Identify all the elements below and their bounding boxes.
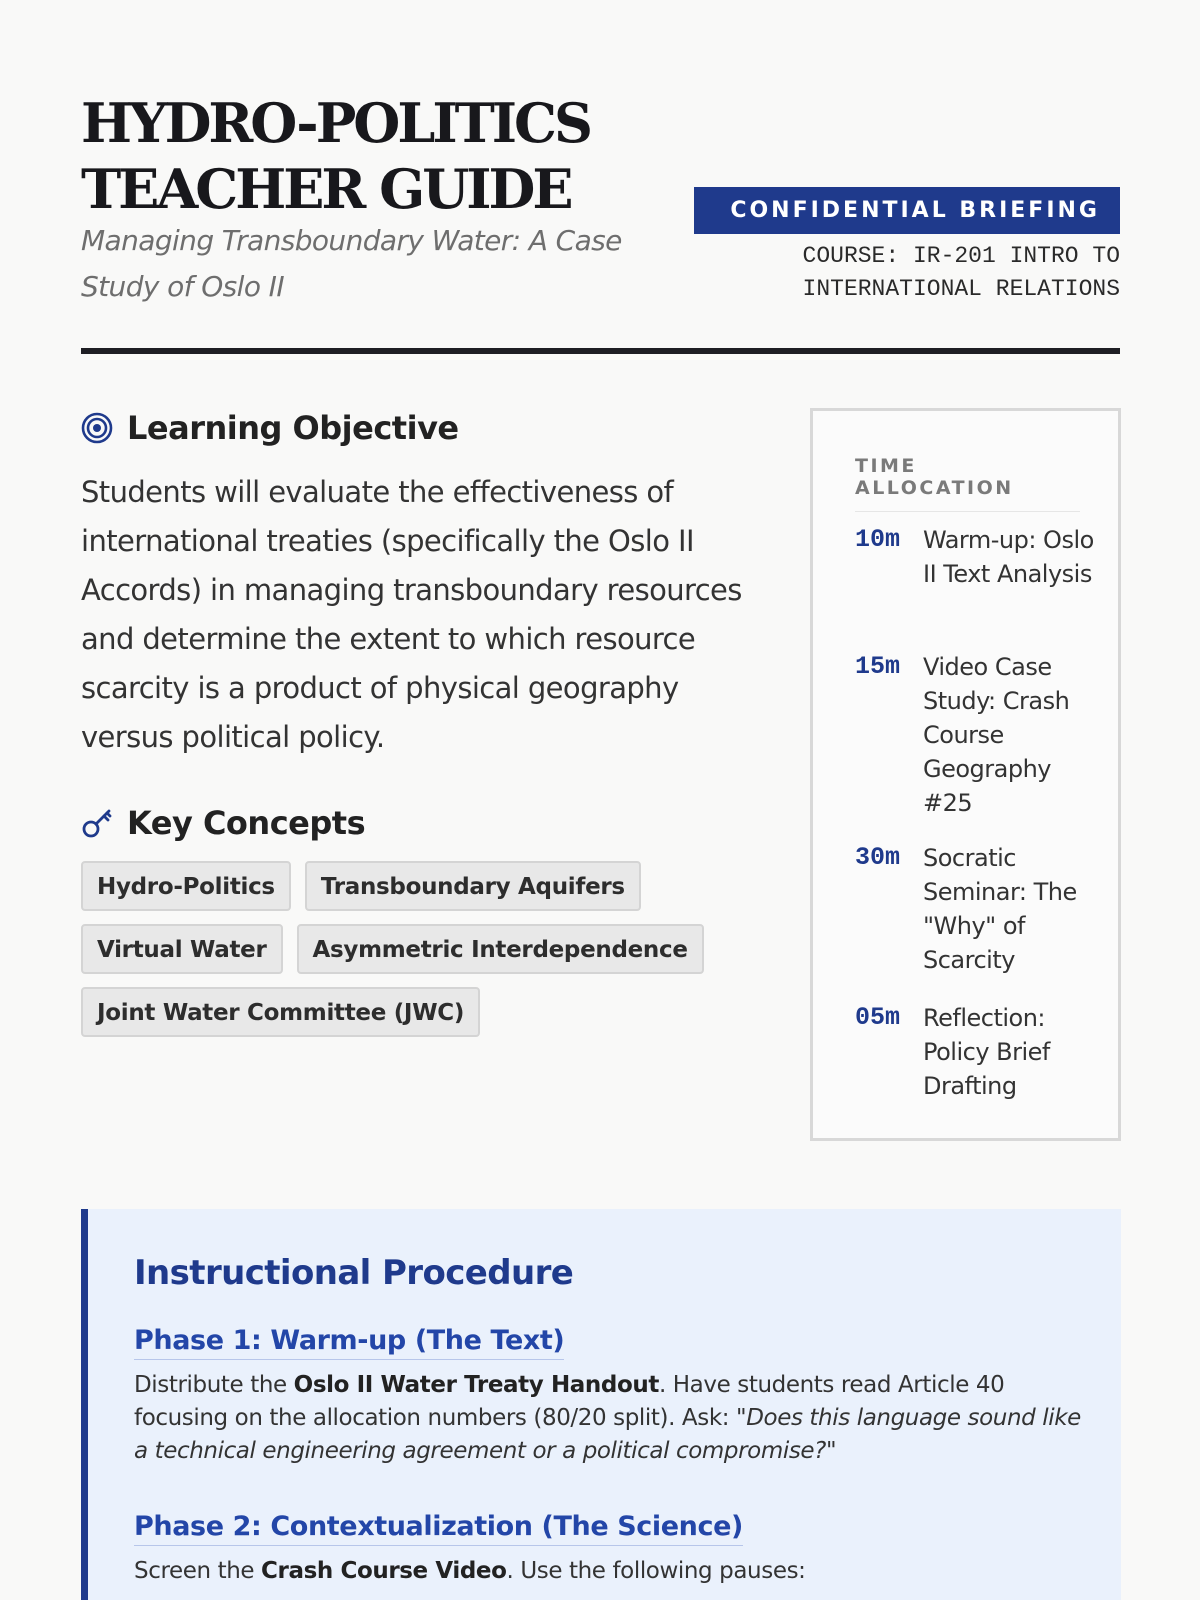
time-minutes: 30m	[855, 843, 901, 872]
time-minutes: 05m	[855, 1003, 901, 1032]
instructional-procedure-panel	[81, 1209, 1121, 1600]
time-item	[855, 650, 1095, 820]
discussion-question: "Does this language sound like a technical engineering agreement or a political compromise?"	[134, 1405, 1081, 1464]
learning-objective-title: Learning Objective	[127, 409, 459, 447]
header	[81, 90, 1120, 354]
time-minutes: 15m	[855, 652, 901, 681]
procedure-heading: Instructional Procedure	[134, 1253, 574, 1293]
time-allocation-label: TIME ALLOCATION	[855, 455, 1080, 512]
page-title	[81, 90, 590, 222]
phase-2-title[interactable]: Phase 2: Contextualization (The Science)	[134, 1509, 743, 1546]
time-item	[855, 841, 1095, 977]
course-line-1: COURSE: IR-201 INTRO TO	[802, 243, 1120, 269]
time-description: Video Case Study: Crash Course Geography #25	[923, 653, 1070, 817]
handout-name: Oslo II Water Treaty Handout	[293, 1372, 659, 1398]
concept-tag: Transboundary Aquifers	[305, 861, 641, 911]
key-icon	[81, 807, 113, 839]
phase-1-title[interactable]: Phase 1: Warm-up (The Text)	[134, 1323, 564, 1360]
confidential-badge: CONFIDENTIAL BRIEFING	[694, 187, 1120, 234]
learning-objective-text: Students will evaluate the effectiveness of international treaties (specifically the Oslo II Accords) in managing transboundary resources and determine the extent to which resource scarcity is a product of physical geography versus political policy.	[81, 475, 742, 754]
time-allocation-panel	[810, 408, 1121, 1141]
title-line-2: TEACHER GUIDE	[81, 157, 571, 221]
target-icon	[81, 412, 113, 444]
course-line-2: INTERNATIONAL RELATIONS	[802, 276, 1120, 302]
time-minutes: 10m	[855, 525, 901, 554]
video-name: Crash Course Video	[261, 1558, 507, 1584]
page-subtitle: Managing Transboundary Water: A Case Study of Oslo II	[81, 224, 622, 303]
time-description: Socratic Seminar: The "Why" of Scarcity	[923, 844, 1077, 974]
time-item	[855, 523, 1095, 591]
title-line-1: HYDRO-POLITICS	[81, 91, 590, 155]
time-description: Warm-up: Oslo II Text Analysis	[923, 526, 1094, 588]
phase-1-text: Distribute the Oslo II Water Treaty Handout. Have students read Article 40 focusing on the allocation numbers (80/20 split). Ask: "Does this language sound like a technical engineering agreement or a political compromise?"	[134, 1372, 1081, 1464]
phase-2-text: Screen the Crash Course Video. Use the following pauses:	[134, 1558, 806, 1584]
course-label	[780, 240, 1120, 306]
key-concepts-title: Key Concepts	[127, 804, 366, 842]
concept-tag: Hydro-Politics	[81, 861, 291, 911]
time-item	[855, 1001, 1095, 1103]
concept-tag: Virtual Water	[81, 924, 283, 974]
learning-objective-heading	[81, 409, 459, 447]
concept-tag: Joint Water Committee (JWC)	[81, 987, 480, 1037]
time-description: Reflection: Policy Brief Drafting	[923, 1004, 1050, 1100]
key-concepts-heading	[81, 804, 365, 842]
concept-tags	[81, 861, 688, 1050]
concept-tag: Asymmetric Interdependence	[297, 924, 704, 974]
